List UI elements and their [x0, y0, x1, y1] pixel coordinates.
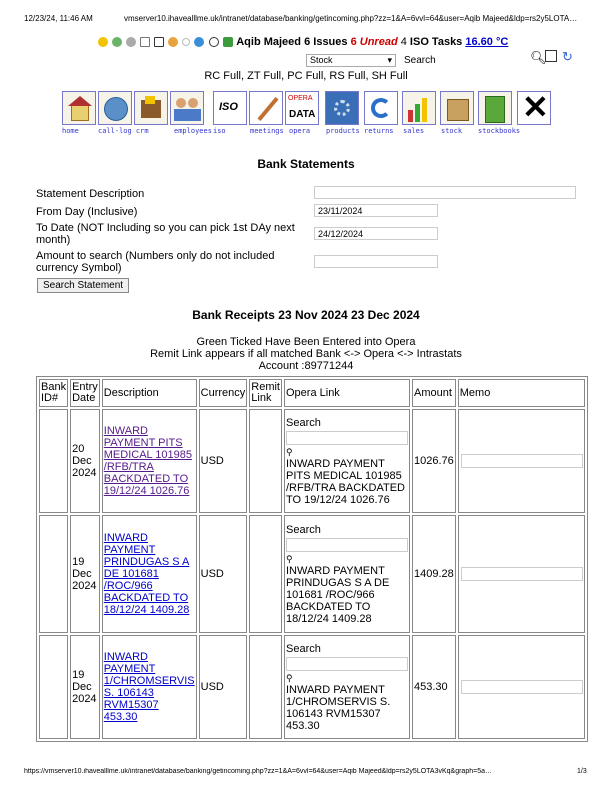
row-currency: USD	[199, 409, 248, 513]
header-remit-link: Remit Link	[249, 379, 282, 407]
opera-icon-text: OPERA	[288, 95, 313, 102]
home-icon[interactable]	[62, 91, 96, 125]
box-icon[interactable]	[440, 91, 474, 125]
phone-icon[interactable]	[98, 91, 132, 125]
header-bank-id: Bank ID#	[39, 379, 68, 407]
row-opera-link	[284, 515, 410, 633]
iso-count: 4	[400, 36, 407, 48]
row-description	[102, 515, 197, 633]
statement-description-input[interactable]	[314, 186, 576, 199]
pencil-icon[interactable]	[249, 91, 283, 125]
toolbar-label-employees[interactable]: employees	[174, 127, 212, 135]
star-icon[interactable]	[98, 37, 108, 47]
row-amount: 1026.76	[412, 409, 456, 513]
bank-receipts-table	[36, 376, 588, 742]
search-statement-button[interactable]: Search Statement	[37, 278, 129, 293]
iso-icon[interactable]	[213, 91, 247, 125]
checkbox-icon[interactable]	[154, 37, 164, 47]
row-bank-id	[39, 409, 68, 513]
row-opera-link	[284, 635, 410, 739]
search-icon[interactable]: ⚲	[286, 672, 293, 683]
search-icon[interactable]: ⚲	[286, 446, 293, 457]
row-currency: USD	[199, 635, 248, 739]
amount-input[interactable]	[314, 255, 438, 268]
gear-small-icon[interactable]	[126, 37, 136, 47]
header-entry-date: Entry Date	[70, 379, 100, 407]
search-button[interactable]: Search	[404, 55, 436, 66]
issues-count: 6	[304, 36, 311, 48]
smile-icon[interactable]	[112, 37, 122, 47]
search-icon[interactable]: ⚲	[286, 553, 293, 564]
row-remit-link	[249, 515, 282, 633]
orange-icon[interactable]	[168, 37, 178, 47]
header-currency: Currency	[199, 379, 248, 407]
opera-data-icon[interactable]	[285, 91, 319, 125]
header-description: Description	[102, 379, 197, 407]
opera-search-label: Search	[286, 523, 321, 536]
row-memo	[458, 635, 585, 739]
receipts-title: Bank Receipts 23 Nov 2024 23 Dec 2024	[192, 308, 420, 322]
print-url: vmserver10.ihavealllme.uk/intranet/database/banking/getincoming.php?zz=1&A=6vvl=64&user=Aqib Majeed&ldp=rs2y5LOTA…	[124, 14, 578, 23]
header-opera-link: Opera Link	[284, 379, 410, 407]
page-title: Bank Statements	[257, 157, 355, 171]
unread-count: 6	[350, 36, 357, 48]
from-day-input[interactable]	[314, 204, 438, 217]
row-description	[102, 635, 197, 739]
toolbar-label-call-log[interactable]: call-log crm	[98, 127, 149, 135]
print-footer-url: https://vmserver10.ihavealllme.uk/intranet/database/banking/getincoming.php?zz=1&A=6vvl=64&user=Aqib Majeed&ldp=rs2y5LOTA3vKq&graph=5a…	[24, 768, 492, 775]
table-row	[39, 515, 585, 633]
opera-match-text: INWARD PAYMENT 1/CHROMSERVIS S. 106143 RVM15307 453.30	[286, 683, 391, 732]
temperature-link[interactable]: 16.60 °C	[465, 36, 509, 48]
data-icon-text: DATA	[289, 109, 316, 120]
amount-label: Amount to search (Numbers only do not included currency Symbol)	[36, 250, 275, 274]
toolbar-label-sales[interactable]: sales	[403, 127, 425, 135]
row-description	[102, 409, 197, 513]
circle-icon[interactable]	[182, 38, 190, 46]
refresh-icon[interactable]: ↻	[562, 49, 573, 64]
row-bank-id	[39, 515, 68, 633]
toolbar-label-returns[interactable]: returns	[364, 127, 394, 135]
description-link[interactable]: INWARD PAYMENT 1/CHROMSERVIS S. 106143 RVM15307 453.30	[103, 651, 195, 723]
toolbar-label-products[interactable]: products	[326, 127, 360, 135]
row-memo	[458, 409, 585, 513]
toolbar-label-iso[interactable]: iso	[213, 127, 226, 135]
opera-search-label: Search	[286, 642, 321, 655]
people-icon[interactable]	[170, 91, 204, 125]
book-icon[interactable]	[478, 91, 512, 125]
table-row	[39, 409, 585, 513]
toolbar-label-meetings[interactable]: meetings	[250, 127, 284, 135]
account-number: Account :89771244	[258, 360, 354, 372]
description-link[interactable]: INWARD PAYMENT PRINDUGAS S A DE 101681 /ROC/966 BACKDATED TO 18/12/24 1409.28	[103, 532, 190, 616]
opera-search-input[interactable]	[286, 538, 408, 552]
toolbar-label-opera[interactable]: opera	[289, 127, 311, 135]
remit-link-note: Remit Link appears if all matched Bank <-> Opera <-> Intrastats	[150, 348, 462, 360]
header-amount: Amount	[412, 379, 456, 407]
toolbar-label-stockbooks[interactable]: stockbooks	[478, 127, 521, 135]
opera-match-text: INWARD PAYMENT PRINDUGAS S A DE 101681 /ROC/966 BACKDATED TO 18/12/24 1409.28	[286, 564, 390, 625]
user-status-line	[98, 36, 508, 48]
print-timestamp: 12/23/24, 11:46 AM	[24, 14, 93, 23]
external-link-icon[interactable]	[545, 50, 557, 62]
row-entry-date: 19 Dec 2024	[70, 635, 100, 739]
lock-icon[interactable]	[223, 37, 233, 47]
memo-input[interactable]	[461, 680, 583, 694]
search-category-select[interactable]	[306, 54, 396, 67]
row-amount: 453.30	[412, 635, 456, 739]
row-opera-link	[284, 409, 410, 513]
row-amount: 1409.28	[412, 515, 456, 633]
iso-tasks-label[interactable]: ISO Tasks	[409, 36, 463, 48]
row-memo	[458, 515, 585, 633]
close-x-icon[interactable]: ✕	[517, 91, 551, 125]
print-page-count: 1/3	[577, 768, 587, 775]
iso-icon-text: ISO	[219, 101, 238, 113]
toolbar-label-home[interactable]: home	[62, 127, 79, 135]
server-status-line: RC Full, ZT Full, PC Full, RS Full, SH Full	[204, 70, 408, 82]
memo-input[interactable]	[461, 454, 583, 468]
to-date-label: To Date (NOT Including so you can pick 1st DAy next month)	[36, 222, 295, 246]
gear-icon[interactable]	[325, 91, 359, 125]
sales-chart-icon[interactable]	[402, 91, 436, 125]
row-remit-link	[249, 409, 282, 513]
to-date-input[interactable]	[314, 227, 438, 240]
row-currency: USD	[199, 515, 248, 633]
search-category-value: Stock	[310, 55, 333, 65]
table-row	[39, 635, 585, 739]
row-remit-link	[249, 635, 282, 739]
opera-search-input[interactable]	[286, 431, 408, 445]
memo-input[interactable]	[461, 567, 583, 581]
employees-icon[interactable]	[134, 91, 168, 125]
unread-label[interactable]: Unread	[359, 36, 398, 48]
row-entry-date: 19 Dec 2024	[70, 515, 100, 633]
returns-icon[interactable]	[364, 91, 398, 125]
row-entry-date: 20 Dec 2024	[70, 409, 100, 513]
magnifier-icon[interactable]: 🔍︎	[530, 50, 547, 65]
description-link[interactable]: INWARD PAYMENT PITS MEDICAL 101985 /RFB/TRA BACKDATED TO 19/12/24 1026.76	[103, 425, 193, 497]
row-bank-id	[39, 635, 68, 739]
statement-description-label: Statement Description	[36, 188, 145, 200]
toolbar-label-stock[interactable]: stock	[441, 127, 463, 135]
opera-match-text: INWARD PAYMENT PITS MEDICAL 101985 /RFB/TRA BACKDATED TO 19/12/24 1026.76	[286, 457, 405, 506]
issues-label[interactable]: Issues	[313, 36, 348, 48]
chevron-down-icon: ▾	[387, 55, 392, 65]
green-ticked-note: Green Ticked Have Been Entered into Opera	[196, 336, 416, 348]
opera-search-label: Search	[286, 416, 321, 429]
user-name: Aqib Majeed	[236, 36, 302, 48]
opera-search-input[interactable]	[286, 657, 408, 671]
header-memo: Memo	[458, 379, 585, 407]
globe-icon[interactable]	[194, 37, 204, 47]
mail-icon[interactable]	[140, 37, 150, 47]
table-header-row	[39, 379, 585, 407]
clock-icon[interactable]	[209, 37, 219, 47]
from-day-label: From Day (Inclusive)	[36, 206, 138, 218]
